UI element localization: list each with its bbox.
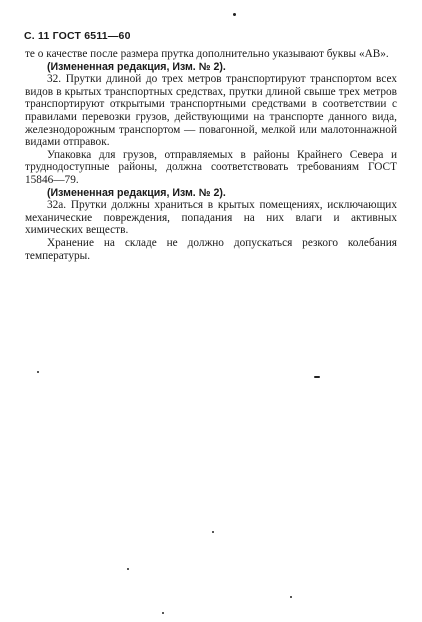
page-header: С. 11 ГОСТ 6511—60 [24, 30, 131, 42]
scan-speck [212, 531, 214, 533]
paragraph-continuation: те о качестве после размера прутка дополнительно указывают буквы «АВ». [25, 48, 389, 60]
scan-speck [290, 596, 292, 598]
paragraph-32-transport: 32. Прутки длиной до трех метров транспортируют транспортом всех видов в крытых транспортных средствах, прутки длиной свыше трех метров транспортируют открытыми транспортными средствами в соответствии с правилами перевозки грузов, действующими на транспорте данного вида, железнодорожным транспортом — повагонной, мелкой или малотоннажной видами отправок. [25, 73, 397, 149]
amendment-note-2: (Измененная редакция, Изм. № 2). [47, 186, 226, 199]
scan-speck [127, 568, 129, 570]
document-body [25, 48, 397, 262]
scan-speck [314, 376, 320, 378]
scan-speck [162, 612, 164, 614]
scan-speck [37, 371, 39, 373]
paragraph-packaging: Упаковка для грузов, отправляемых в районы Крайнего Севера и труднодоступные районы, должна соответствовать требованиям ГОСТ 15846—79. [25, 148, 397, 186]
amendment-note-1: (Измененная редакция, Изм. № 2). [47, 60, 226, 73]
paragraph-32a-storage: 32а. Прутки должны храниться в крытых помещениях, исключающих механические повреждения, попадания на них влаги и активных химических веществ. [25, 199, 397, 237]
paragraph-temperature: Хранение на складе не должно допускаться резкого колебания температуры. [25, 236, 397, 262]
scan-speck [233, 13, 236, 16]
